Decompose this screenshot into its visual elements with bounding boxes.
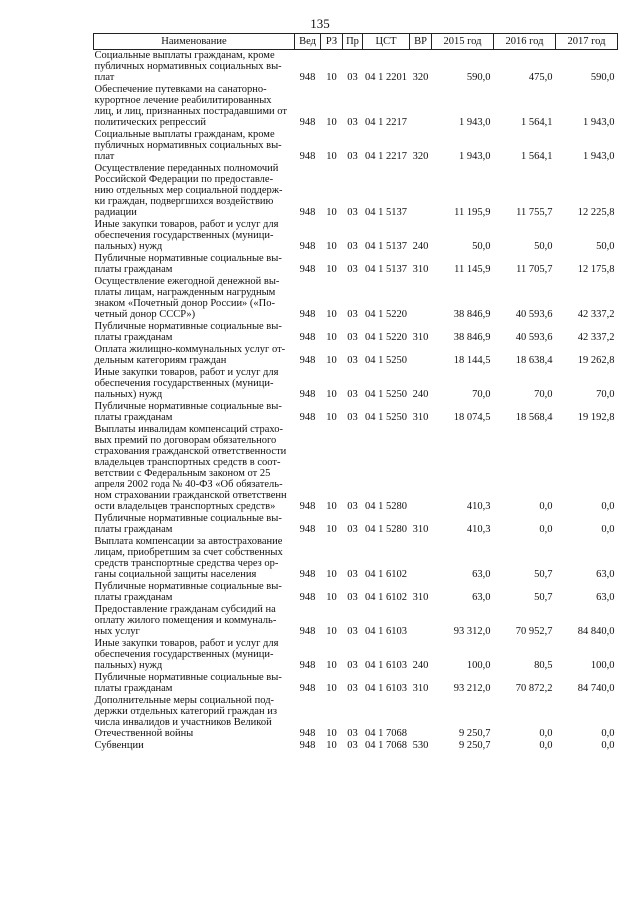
row-ved: 948 — [299, 728, 316, 739]
row-name-line: Публичные нормативные социальные вы- — [94, 321, 282, 332]
row-2017: 1 943,0 — [583, 151, 615, 162]
row-2016: 50,0 — [534, 241, 553, 252]
table-row — [94, 536, 618, 581]
row-ved: 948 — [299, 412, 316, 423]
row-name-line: Социальные выплаты гражданам, кроме — [94, 50, 275, 61]
row-ved: 948 — [299, 241, 316, 252]
row-name-line: плат — [94, 151, 115, 162]
table-row — [94, 604, 618, 638]
row-vr: 310 — [412, 332, 429, 343]
row-ved: 948 — [299, 592, 316, 603]
row-rz: 10 — [326, 241, 337, 252]
row-rz: 10 — [326, 683, 337, 694]
row-vr — [410, 276, 432, 321]
row-vr — [410, 344, 432, 367]
row-2017: 42 337,2 — [577, 309, 615, 320]
row-pr: 03 — [347, 592, 358, 603]
budget-table — [93, 33, 618, 752]
row-rz: 10 — [326, 740, 337, 751]
row-rz: 10 — [326, 501, 337, 512]
row-name — [94, 163, 295, 219]
row-2017: 1 943,0 — [583, 117, 615, 128]
table-row — [94, 638, 618, 672]
row-cst: 04 1 6103 — [365, 660, 407, 671]
row-name-line: оплату жилого помещения и коммуналь- — [94, 615, 277, 626]
row-cst: 04 1 7068 — [365, 740, 407, 751]
row-vr — [410, 424, 432, 513]
row-vr: 240 — [412, 389, 429, 400]
row-cst: 04 1 6102 — [365, 592, 407, 603]
row-vr — [410, 604, 432, 638]
row-name-line: обеспечения государственных (муници- — [94, 230, 274, 241]
row-2016: 11 705,7 — [516, 264, 553, 275]
row-name-line: владельцев транспортных средств в соот- — [94, 457, 281, 468]
row-name-line: Дополнительные меры социальной под- — [94, 695, 275, 706]
row-name-line: апреля 2002 года № 40-ФЗ «Об обязатель- — [94, 479, 283, 490]
row-2016: 0,0 — [539, 501, 553, 512]
row-2017: 19 192,8 — [577, 412, 615, 423]
table-row — [94, 401, 618, 424]
row-vr — [410, 536, 432, 581]
row-name — [94, 276, 295, 321]
row-name — [94, 740, 295, 752]
row-rz: 10 — [326, 151, 337, 162]
row-ved: 948 — [299, 389, 316, 400]
row-name-line: публичных нормативных социальных вы- — [94, 61, 282, 72]
row-2015: 590,0 — [466, 72, 491, 83]
row-name-line: пальных) нужд — [94, 660, 163, 671]
row-2015: 38 846,9 — [453, 309, 491, 320]
row-rz: 10 — [326, 207, 337, 218]
row-2016: 11 755,7 — [516, 207, 553, 218]
row-name-line: Субвенции — [94, 740, 144, 751]
row-name-line: лицам, приобретшим за счет собственных — [94, 547, 283, 558]
row-2015: 11 145,9 — [454, 264, 491, 275]
row-name-line: Обеспечение путевками на санаторно- — [94, 84, 267, 95]
row-name-line: Осуществление переданных полномочий — [94, 163, 279, 174]
row-cst: 04 1 5137 — [365, 207, 407, 218]
row-cst: 04 1 6103 — [365, 683, 407, 694]
row-ved: 948 — [299, 117, 316, 128]
row-name-line: платы гражданам — [94, 332, 173, 343]
row-2016: 0,0 — [539, 524, 553, 535]
row-name-line: платы лицам, награжденным нагрудным — [94, 287, 276, 298]
row-name-line: лиц, и лиц, признанных пострадавшими от — [94, 106, 287, 117]
row-cst: 04 1 5220 — [365, 309, 407, 320]
row-2016: 50,7 — [534, 592, 553, 603]
row-cst: 04 1 2217 — [365, 151, 407, 162]
row-cst: 04 1 5250 — [365, 389, 407, 400]
row-name-line: Социальные выплаты гражданам, кроме — [94, 129, 275, 140]
row-pr: 03 — [347, 660, 358, 671]
row-ved: 948 — [299, 264, 316, 275]
row-name-line: вых премий по договорам обязательного — [94, 435, 277, 446]
row-ved: 948 — [299, 683, 316, 694]
row-ved: 948 — [299, 660, 316, 671]
table-row — [94, 50, 618, 85]
row-cst: 04 1 5250 — [365, 355, 407, 366]
row-pr: 03 — [347, 355, 358, 366]
row-2017: 0,0 — [601, 524, 615, 535]
row-name — [94, 84, 295, 129]
row-2017: 0,0 — [601, 728, 615, 739]
row-2016: 475,0 — [528, 72, 553, 83]
page-number: 135 — [310, 16, 330, 31]
row-cst: 04 1 5137 — [365, 264, 407, 275]
row-pr: 03 — [347, 309, 358, 320]
row-pr: 03 — [347, 728, 358, 739]
row-pr: 03 — [347, 569, 358, 580]
row-rz: 10 — [326, 355, 337, 366]
table-row — [94, 219, 618, 253]
row-vr: 240 — [412, 660, 429, 671]
row-2015: 11 195,9 — [454, 207, 491, 218]
header-2016: 2016 год — [494, 34, 556, 50]
table-row — [94, 740, 618, 752]
row-name-line: Выплата компенсации за автострахование — [94, 536, 283, 547]
row-name — [94, 321, 295, 344]
row-ved: 948 — [299, 332, 316, 343]
row-2015: 9 250,7 — [459, 728, 491, 739]
row-ved: 948 — [299, 524, 316, 535]
row-2016: 1 564,1 — [521, 151, 553, 162]
row-vr: 310 — [412, 412, 429, 423]
row-pr: 03 — [347, 501, 358, 512]
row-pr: 03 — [347, 72, 358, 83]
row-2017: 50,0 — [596, 241, 615, 252]
row-rz: 10 — [326, 626, 337, 637]
row-vr: 310 — [412, 264, 429, 275]
row-name — [94, 536, 295, 581]
row-2016: 18 568,4 — [515, 412, 553, 423]
row-2015: 93 212,0 — [453, 683, 491, 694]
row-name-line: ости владельцев транспортных средств» — [94, 501, 276, 512]
row-ved: 948 — [299, 740, 316, 751]
row-2015: 93 312,0 — [453, 626, 491, 637]
table-header-row — [94, 34, 618, 50]
row-ved: 948 — [299, 207, 316, 218]
row-vr — [410, 695, 432, 740]
row-2016: 70 952,7 — [515, 626, 553, 637]
row-ved: 948 — [299, 501, 316, 512]
row-name-line: Публичные нормативные социальные вы- — [94, 672, 282, 683]
row-name — [94, 672, 295, 695]
row-name — [94, 344, 295, 367]
row-name-line: Выплаты инвалидам компенсаций страхо- — [94, 424, 283, 435]
row-name-line: Публичные нормативные социальные вы- — [94, 513, 282, 524]
row-2015: 63,0 — [472, 592, 491, 603]
table-row — [94, 253, 618, 276]
row-name-line: платы гражданам — [94, 592, 173, 603]
row-2016: 70 872,2 — [515, 683, 553, 694]
row-rz: 10 — [326, 412, 337, 423]
row-ved: 948 — [299, 626, 316, 637]
table-body — [94, 50, 618, 753]
row-cst: 04 1 5280 — [365, 501, 407, 512]
row-name-line: ки граждан, подвергшихся воздействию — [94, 196, 274, 207]
row-name-line: платы гражданам — [94, 683, 173, 694]
row-name-line: политических репрессий — [94, 117, 207, 128]
row-2016: 40 593,6 — [515, 309, 553, 320]
row-name-line: платы гражданам — [94, 524, 173, 535]
row-pr: 03 — [347, 151, 358, 162]
row-ved: 948 — [299, 355, 316, 366]
header-rz: РЗ — [321, 34, 343, 50]
row-2016: 0,0 — [539, 740, 553, 751]
row-rz: 10 — [326, 117, 337, 128]
row-2015: 70,0 — [472, 389, 491, 400]
row-rz: 10 — [326, 389, 337, 400]
row-name-line: средств транспортные средства через ор- — [94, 558, 279, 569]
row-name-line: ветствии с Федеральным законом от 25 — [94, 468, 271, 479]
row-2015: 1 943,0 — [459, 117, 491, 128]
row-ved: 948 — [299, 151, 316, 162]
row-cst: 04 1 7068 — [365, 728, 407, 739]
row-2016: 18 638,4 — [515, 355, 553, 366]
row-pr: 03 — [347, 332, 358, 343]
row-2017: 0,0 — [601, 501, 615, 512]
table-row — [94, 276, 618, 321]
row-rz: 10 — [326, 524, 337, 535]
row-vr — [410, 84, 432, 129]
table-row — [94, 695, 618, 740]
row-pr: 03 — [347, 740, 358, 751]
row-name-line: нию отдельных мер социальной поддерж- — [94, 185, 283, 196]
row-pr: 03 — [347, 389, 358, 400]
row-name-line: ных услуг — [94, 626, 140, 637]
row-name-line: пальных) нужд — [94, 241, 163, 252]
row-vr — [410, 163, 432, 219]
table-row — [94, 424, 618, 513]
row-cst: 04 1 5137 — [365, 241, 407, 252]
row-2017: 590,0 — [590, 72, 615, 83]
row-2015: 38 846,9 — [453, 332, 491, 343]
row-2017: 12 175,8 — [577, 264, 615, 275]
header-ved: Вед — [295, 34, 321, 50]
row-2016: 80,5 — [534, 660, 553, 671]
header-2017: 2017 год — [556, 34, 618, 50]
row-name — [94, 401, 295, 424]
row-2015: 100,0 — [466, 660, 491, 671]
table-row — [94, 163, 618, 219]
row-name-line: платы гражданам — [94, 264, 173, 275]
row-pr: 03 — [347, 207, 358, 218]
table-row — [94, 581, 618, 604]
header-vr: ВР — [410, 34, 432, 50]
row-name-line: Публичные нормативные социальные вы- — [94, 401, 282, 412]
row-ved: 948 — [299, 309, 316, 320]
row-name-line: Иные закупки товаров, работ и услуг для — [94, 638, 279, 649]
row-name — [94, 513, 295, 536]
row-2016: 0,0 — [539, 728, 553, 739]
row-2017: 100,0 — [590, 660, 615, 671]
row-name-line: Российской Федерации по предоставле- — [94, 174, 274, 185]
header-2015: 2015 год — [432, 34, 494, 50]
row-2017: 63,0 — [596, 592, 615, 603]
header-pr: Пр — [343, 34, 363, 50]
row-name-line: плат — [94, 72, 115, 83]
row-name — [94, 50, 295, 85]
row-name-line: пальных) нужд — [94, 389, 163, 400]
row-name-line: Иные закупки товаров, работ и услуг для — [94, 367, 279, 378]
row-rz: 10 — [326, 569, 337, 580]
row-name-line: платы гражданам — [94, 412, 173, 423]
row-pr: 03 — [347, 412, 358, 423]
row-vr: 310 — [412, 524, 429, 535]
row-name-line: дельным категориям граждан — [94, 355, 227, 366]
row-name — [94, 604, 295, 638]
row-2016: 40 593,6 — [515, 332, 553, 343]
row-name-line: знаком «Почетный донор России» («По- — [94, 298, 276, 309]
row-2015: 18 074,5 — [453, 412, 491, 423]
row-name-line: четный донор СССР») — [94, 309, 196, 320]
row-vr: 530 — [412, 740, 429, 751]
row-name-line: курортное лечение реабилитированных — [94, 95, 272, 106]
row-cst: 04 1 5220 — [365, 332, 407, 343]
row-pr: 03 — [347, 626, 358, 637]
row-cst: 04 1 5250 — [365, 412, 407, 423]
row-rz: 10 — [326, 660, 337, 671]
row-vr: 240 — [412, 241, 429, 252]
row-2016: 1 564,1 — [521, 117, 553, 128]
table-row — [94, 344, 618, 367]
row-name-line: Осуществление ежегодной денежной вы- — [94, 276, 280, 287]
row-name — [94, 219, 295, 253]
table-row — [94, 129, 618, 163]
row-rz: 10 — [326, 264, 337, 275]
row-name-line: Публичные нормативные социальные вы- — [94, 581, 282, 592]
row-cst: 04 1 2201 — [365, 72, 407, 83]
row-name-line: обеспечения государственных (муници- — [94, 649, 274, 660]
row-name-line: Иные закупки товаров, работ и услуг для — [94, 219, 279, 230]
header-name: Наименование — [94, 34, 295, 50]
row-name-line: страхования гражданской ответственности — [94, 446, 287, 457]
row-2017: 63,0 — [596, 569, 615, 580]
table-row — [94, 672, 618, 695]
row-2015: 410,3 — [466, 524, 491, 535]
row-name-line: Предоставление гражданам субсидий на — [94, 604, 276, 615]
table-row — [94, 367, 618, 401]
row-rz: 10 — [326, 592, 337, 603]
row-name-line: обеспечения государственных (муници- — [94, 378, 274, 389]
row-name-line: радиации — [94, 207, 137, 218]
row-2016: 70,0 — [534, 389, 553, 400]
row-vr: 320 — [412, 72, 429, 83]
row-name-line: ном страховании гражданской ответственн — [94, 490, 287, 501]
row-name — [94, 638, 295, 672]
row-pr: 03 — [347, 264, 358, 275]
table-row — [94, 513, 618, 536]
row-vr: 320 — [412, 151, 429, 162]
row-2017: 12 225,8 — [577, 207, 615, 218]
row-name — [94, 129, 295, 163]
row-rz: 10 — [326, 332, 337, 343]
row-name — [94, 695, 295, 740]
row-2017: 19 262,8 — [577, 355, 615, 366]
row-name-line: Публичные нормативные социальные вы- — [94, 253, 282, 264]
row-vr: 310 — [412, 592, 429, 603]
row-name-line: публичных нормативных социальных вы- — [94, 140, 282, 151]
row-2017: 84 840,0 — [577, 626, 615, 637]
row-pr: 03 — [347, 524, 358, 535]
row-rz: 10 — [326, 728, 337, 739]
row-2015: 63,0 — [472, 569, 491, 580]
row-2017: 42 337,2 — [577, 332, 615, 343]
row-cst: 04 1 6103 — [365, 626, 407, 637]
row-name — [94, 424, 295, 513]
row-name-line: Отечественной войны — [94, 728, 194, 739]
row-vr: 310 — [412, 683, 429, 694]
row-2015: 9 250,7 — [459, 740, 491, 751]
row-name-line: Оплата жилищно-коммунальных услуг от- — [94, 344, 286, 355]
row-cst: 04 1 2217 — [365, 117, 407, 128]
row-2016: 50,7 — [534, 569, 553, 580]
row-cst: 04 1 6102 — [365, 569, 407, 580]
row-2017: 84 740,0 — [577, 683, 615, 694]
row-2015: 18 144,5 — [453, 355, 491, 366]
row-name — [94, 367, 295, 401]
row-name-line: держки отдельных категорий граждан из — [94, 706, 277, 717]
row-2015: 1 943,0 — [459, 151, 491, 162]
row-cst: 04 1 5280 — [365, 524, 407, 535]
row-pr: 03 — [347, 241, 358, 252]
row-pr: 03 — [347, 683, 358, 694]
table-row — [94, 84, 618, 129]
row-rz: 10 — [326, 309, 337, 320]
row-name — [94, 581, 295, 604]
row-pr: 03 — [347, 117, 358, 128]
row-rz: 10 — [326, 72, 337, 83]
row-2017: 0,0 — [601, 740, 615, 751]
row-2015: 50,0 — [472, 241, 491, 252]
row-ved: 948 — [299, 569, 316, 580]
row-2015: 410,3 — [466, 501, 491, 512]
row-name-line: ганы социальной защиты населения — [94, 569, 257, 580]
header-cst: ЦСТ — [363, 34, 410, 50]
row-name — [94, 253, 295, 276]
row-2017: 70,0 — [596, 389, 615, 400]
row-ved: 948 — [299, 72, 316, 83]
row-name-line: числа инвалидов и участников Великой — [94, 717, 272, 728]
table-row — [94, 321, 618, 344]
